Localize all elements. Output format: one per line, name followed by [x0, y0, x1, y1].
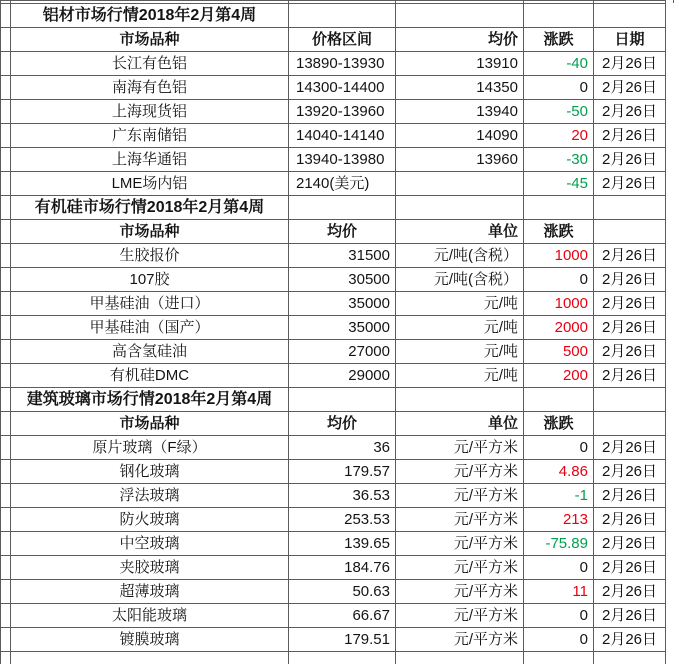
product-name-cell[interactable]: 高含氢硅油 [11, 340, 289, 364]
row-gutter-cell [1, 220, 11, 244]
change-cell[interactable]: 0 [524, 604, 594, 628]
table-row [1, 124, 666, 148]
unit-cell[interactable]: 元/吨(含税） [396, 244, 524, 268]
change-cell[interactable]: 20 [524, 124, 594, 148]
row-gutter-cell [1, 292, 11, 316]
column-header-change[interactable]: 涨跌 [524, 220, 594, 244]
table-row [1, 460, 666, 484]
partial-bottom-row [1, 652, 666, 664]
row-gutter-cell [1, 268, 11, 292]
product-name-cell[interactable]: 有机硅DMC [11, 364, 289, 388]
product-name-cell[interactable]: 防火玻璃 [11, 508, 289, 532]
change-cell[interactable]: -45 [524, 172, 594, 196]
product-name-cell[interactable]: 钢化玻璃 [11, 460, 289, 484]
row-gutter-cell [1, 244, 11, 268]
row-gutter-cell [1, 52, 11, 76]
empty-cell [396, 196, 524, 220]
empty-cell [396, 388, 524, 412]
row-gutter-cell [1, 148, 11, 172]
unit-cell[interactable]: 元/吨 [396, 292, 524, 316]
product-name-cell[interactable]: 长江有色铝 [11, 52, 289, 76]
column-header-avg-price[interactable]: 均价 [289, 220, 396, 244]
change-cell[interactable]: 1000 [524, 244, 594, 268]
row-gutter-cell [1, 652, 11, 664]
row-gutter-cell [1, 316, 11, 340]
avg-price-cell[interactable]: 35000 [289, 292, 396, 316]
row-gutter-cell [1, 100, 11, 124]
table-row [1, 532, 666, 556]
row-gutter-cell [1, 76, 11, 100]
product-name-cell[interactable]: 上海现货铝 [11, 100, 289, 124]
product-name-cell[interactable]: 镀膜玻璃 [11, 628, 289, 652]
avg-price-cell[interactable]: 27000 [289, 340, 396, 364]
change-cell[interactable]: 1000 [524, 292, 594, 316]
row-gutter-cell [1, 556, 11, 580]
table-row [1, 628, 666, 652]
row-gutter-cell [1, 604, 11, 628]
section-silicone [1, 196, 666, 388]
change-cell[interactable]: 0 [524, 268, 594, 292]
date-cell[interactable]: 2月26日 [594, 100, 666, 124]
date-cell[interactable]: 2月26日 [594, 292, 666, 316]
product-name-cell[interactable]: 原片玻璃（F绿） [11, 436, 289, 460]
product-name-cell[interactable]: 生胶报价 [11, 244, 289, 268]
table-row [1, 268, 666, 292]
column-header-unit[interactable]: 单位 [396, 412, 524, 436]
table-row [1, 292, 666, 316]
avg-price-cell[interactable]: 31500 [289, 244, 396, 268]
change-cell[interactable]: -40 [524, 52, 594, 76]
empty-cell [396, 4, 524, 28]
row-gutter-cell [1, 460, 11, 484]
change-cell[interactable]: -75.89 [524, 532, 594, 556]
empty-cell [524, 196, 594, 220]
change-cell[interactable]: -30 [524, 148, 594, 172]
table-row [1, 52, 666, 76]
table-row [1, 436, 666, 460]
row-gutter-cell [1, 388, 11, 412]
product-name-cell[interactable]: 广东南储铝 [11, 124, 289, 148]
avg-price-cell[interactable]: 14090 [396, 124, 524, 148]
table-row [1, 604, 666, 628]
table-row [1, 316, 666, 340]
table-row [1, 244, 666, 268]
unit-cell[interactable]: 元/平方米 [396, 580, 524, 604]
avg-price-cell[interactable]: 13910 [396, 52, 524, 76]
avg-price-cell[interactable]: 13960 [396, 148, 524, 172]
unit-cell[interactable]: 元/平方米 [396, 532, 524, 556]
avg-price-cell[interactable]: 179.51 [289, 628, 396, 652]
product-name-cell[interactable]: 太阳能玻璃 [11, 604, 289, 628]
column-header-price-range[interactable]: 价格区间 [289, 28, 396, 52]
date-cell[interactable]: 2月26日 [594, 364, 666, 388]
section-title-row [1, 196, 666, 220]
unit-cell[interactable]: 元/平方米 [396, 436, 524, 460]
unit-cell[interactable]: 元/吨 [396, 364, 524, 388]
product-name-cell[interactable]: 甲基硅油（国产） [11, 316, 289, 340]
table-row [1, 508, 666, 532]
table-row [1, 556, 666, 580]
date-cell[interactable]: 2月26日 [594, 604, 666, 628]
product-name-cell[interactable]: 超薄玻璃 [11, 580, 289, 604]
change-cell[interactable]: 200 [524, 364, 594, 388]
partial-gridline [673, 0, 674, 3]
column-header-unit[interactable]: 单位 [396, 220, 524, 244]
change-cell[interactable]: 0 [524, 76, 594, 100]
change-cell[interactable]: 2000 [524, 316, 594, 340]
column-header-change[interactable]: 涨跌 [524, 28, 594, 52]
unit-cell[interactable]: 元/吨 [396, 340, 524, 364]
date-cell[interactable]: 2月26日 [594, 556, 666, 580]
unit-cell[interactable]: 元/平方米 [396, 604, 524, 628]
product-name-cell[interactable]: 夹胶玻璃 [11, 556, 289, 580]
date-cell[interactable]: 2月26日 [594, 484, 666, 508]
date-cell[interactable]: 2月26日 [594, 148, 666, 172]
column-header-date[interactable] [594, 220, 666, 244]
date-cell[interactable]: 2月26日 [594, 172, 666, 196]
date-cell[interactable]: 2月26日 [594, 532, 666, 556]
date-cell[interactable]: 2月26日 [594, 340, 666, 364]
row-gutter-cell [1, 4, 11, 28]
avg-price-cell[interactable]: 179.57 [289, 460, 396, 484]
column-header-avg-price[interactable]: 均价 [396, 28, 524, 52]
column-header-name[interactable]: 市场品种 [11, 28, 289, 52]
change-cell[interactable]: -50 [524, 100, 594, 124]
date-cell[interactable]: 2月26日 [594, 580, 666, 604]
unit-cell[interactable]: 元/平方米 [396, 556, 524, 580]
row-gutter-cell [1, 340, 11, 364]
avg-price-cell[interactable]: 253.53 [289, 508, 396, 532]
date-cell[interactable]: 2月26日 [594, 316, 666, 340]
row-gutter-cell [1, 436, 11, 460]
change-cell[interactable]: 0 [524, 436, 594, 460]
column-header-row [1, 412, 666, 436]
empty-cell [594, 4, 666, 28]
row-gutter-cell [1, 532, 11, 556]
avg-price-cell[interactable]: 14350 [396, 76, 524, 100]
unit-cell[interactable]: 元/吨 [396, 316, 524, 340]
empty-cell [289, 4, 396, 28]
change-cell[interactable]: 213 [524, 508, 594, 532]
row-gutter-cell [1, 508, 11, 532]
empty-cell [594, 388, 666, 412]
column-header-change[interactable]: 涨跌 [524, 412, 594, 436]
date-cell[interactable]: 2月26日 [594, 52, 666, 76]
date-cell[interactable]: 2月26日 [594, 268, 666, 292]
price-range-cell[interactable]: 2140(美元) [289, 172, 396, 196]
unit-cell[interactable]: 元/吨(含税） [396, 268, 524, 292]
column-header-name[interactable]: 市场品种 [11, 412, 289, 436]
avg-price-cell[interactable]: 36 [289, 436, 396, 460]
table-row [1, 172, 666, 196]
table-row [1, 364, 666, 388]
table-row [1, 100, 666, 124]
row-gutter-cell [1, 580, 11, 604]
avg-price-cell[interactable]: 35000 [289, 316, 396, 340]
change-cell[interactable]: 11 [524, 580, 594, 604]
avg-price-cell[interactable]: 36.53 [289, 484, 396, 508]
change-cell[interactable]: 4.86 [524, 460, 594, 484]
date-cell[interactable]: 2月26日 [594, 436, 666, 460]
date-cell[interactable]: 2月26日 [594, 244, 666, 268]
product-name-cell[interactable]: 甲基硅油（进口） [11, 292, 289, 316]
table-row [1, 580, 666, 604]
date-cell[interactable]: 2月26日 [594, 628, 666, 652]
column-header-row [1, 28, 666, 52]
row-gutter-cell [1, 412, 11, 436]
unit-cell[interactable]: 元/平方米 [396, 460, 524, 484]
product-name-cell[interactable]: 107胶 [11, 268, 289, 292]
product-name-cell[interactable]: 南海有色铝 [11, 76, 289, 100]
column-header-date[interactable]: 日期 [594, 28, 666, 52]
column-header-avg-price[interactable]: 均价 [289, 412, 396, 436]
empty-cell [289, 196, 396, 220]
price-range-cell[interactable]: 14040-14140 [289, 124, 396, 148]
date-cell[interactable]: 2月26日 [594, 508, 666, 532]
product-name-cell[interactable]: 中空玻璃 [11, 532, 289, 556]
section-title-row [1, 388, 666, 412]
product-name-cell[interactable]: LME场内铝 [11, 172, 289, 196]
row-gutter-cell [1, 628, 11, 652]
avg-price-cell[interactable]: 184.76 [289, 556, 396, 580]
empty-cell [524, 388, 594, 412]
row-gutter-cell [1, 28, 11, 52]
table-row [1, 76, 666, 100]
product-name-cell[interactable]: 浮法玻璃 [11, 484, 289, 508]
empty-cell [289, 388, 396, 412]
row-gutter-cell [1, 364, 11, 388]
row-gutter-cell [1, 172, 11, 196]
row-gutter-cell [1, 484, 11, 508]
section-glass [1, 388, 666, 664]
avg-price-cell[interactable]: 50.63 [289, 580, 396, 604]
empty-cell [524, 4, 594, 28]
change-cell[interactable]: 0 [524, 556, 594, 580]
price-range-cell[interactable]: 13890-13930 [289, 52, 396, 76]
avg-price-cell[interactable]: 30500 [289, 268, 396, 292]
section-aluminum [1, 1, 666, 196]
unit-cell[interactable]: 元/平方米 [396, 508, 524, 532]
product-name-cell[interactable]: 上海华通铝 [11, 148, 289, 172]
date-cell[interactable]: 2月26日 [594, 124, 666, 148]
avg-price-cell[interactable]: 29000 [289, 364, 396, 388]
empty-cell [594, 196, 666, 220]
avg-price-cell[interactable]: 139.65 [289, 532, 396, 556]
section-title[interactable]: 建筑玻璃市场行情2018年2月第4周 [11, 388, 289, 412]
table-row [1, 148, 666, 172]
row-gutter-cell [1, 124, 11, 148]
avg-price-cell[interactable]: 13940 [396, 100, 524, 124]
avg-price-cell[interactable] [396, 172, 524, 196]
column-header-date[interactable] [594, 412, 666, 436]
column-header-name[interactable]: 市场品种 [11, 220, 289, 244]
change-cell[interactable]: -1 [524, 484, 594, 508]
section-title[interactable]: 铝材市场行情2018年2月第4周 [11, 4, 289, 28]
change-cell[interactable]: 500 [524, 340, 594, 364]
section-title-row [1, 4, 666, 28]
table-row [1, 484, 666, 508]
change-cell[interactable]: 0 [524, 628, 594, 652]
unit-cell[interactable]: 元/平方米 [396, 484, 524, 508]
price-range-cell[interactable]: 13920-13960 [289, 100, 396, 124]
avg-price-cell[interactable]: 66.67 [289, 604, 396, 628]
section-title[interactable]: 有机硅市场行情2018年2月第4周 [11, 196, 289, 220]
date-cell[interactable]: 2月26日 [594, 460, 666, 484]
column-header-row [1, 220, 666, 244]
price-range-cell[interactable]: 14300-14400 [289, 76, 396, 100]
unit-cell[interactable]: 元/平方米 [396, 628, 524, 652]
date-cell[interactable]: 2月26日 [594, 76, 666, 100]
price-range-cell[interactable]: 13940-13980 [289, 148, 396, 172]
table-row [1, 340, 666, 364]
row-gutter-cell [1, 196, 11, 220]
